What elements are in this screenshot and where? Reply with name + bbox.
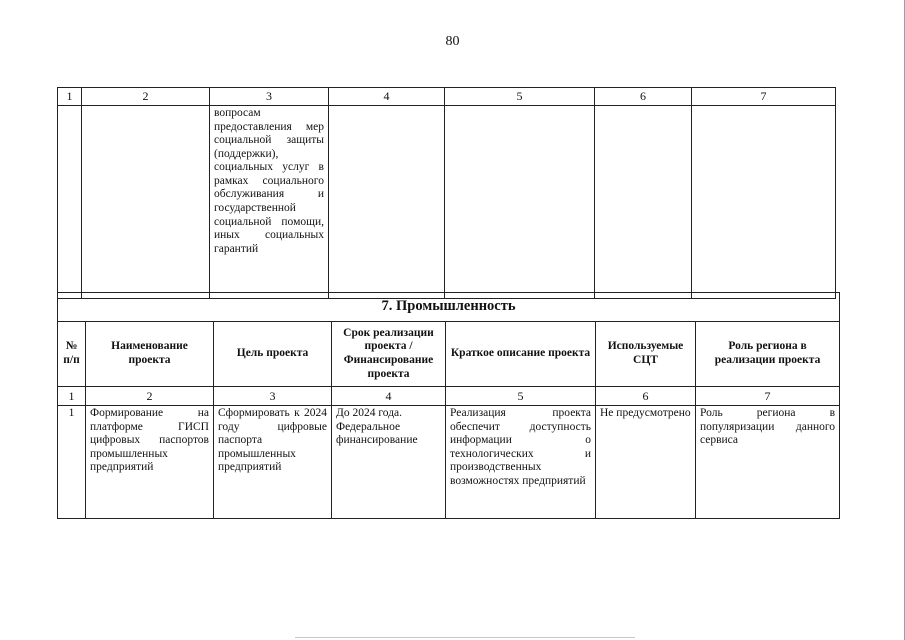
row-number: 1 [58,406,86,519]
column-number: 6 [596,387,696,406]
table-cell [445,106,595,299]
column-number: 1 [58,88,82,106]
column-number: 1 [58,387,86,406]
column-number: 5 [445,88,595,106]
column-number: 2 [86,387,214,406]
column-number: 3 [214,387,332,406]
goal-cell: вопросам предоставления мер социальной защиты (поддержки), социальных услуг в рамках социального обслуживания и государственной социальной помощи, иных социальных гарантий [210,106,329,299]
table-cell [329,106,445,299]
column-number: 7 [692,88,836,106]
page-number: 80 [445,34,460,49]
column-number: 2 [82,88,210,106]
header-goal: Цель проекта [214,322,332,387]
header-sct: Используемые СЦТ [596,322,696,387]
table-cell [58,106,82,299]
section-title: 7. Промышленность [58,293,840,322]
table-cell [595,106,692,299]
table-cell [692,106,836,299]
project-goal-cell: Сформировать к 2024 году цифровые паспорта промышленных предприятий [214,406,332,519]
continuation-table [57,87,836,299]
column-number: 4 [332,387,446,406]
column-number: 7 [696,387,840,406]
column-number: 4 [329,88,445,106]
header-number: № п/п [58,322,86,387]
project-term-cell: До 2024 года. Федеральное финансирование [332,406,446,519]
column-number: 3 [210,88,329,106]
project-name-cell: Формирование на платформе ГИСП цифровых паспортов промышленных предприятий [86,406,214,519]
header-role: Роль региона в реализации проекта [696,322,840,387]
column-number-row [58,387,840,406]
industry-projects-table [57,292,840,519]
header-name: Наименование проекта [86,322,214,387]
header-row [58,322,840,387]
project-description-cell: Реализация проекта обеспечит доступность информации о технологических и производственных возможностях предприятий [446,406,596,519]
section-title-row [58,293,840,322]
project-role-cell: Роль региона в популяризации данного сервиса [696,406,840,519]
table-row [58,406,840,519]
table-row [58,106,836,299]
header-term: Срок реализации проекта / Финансирование проекта [332,322,446,387]
project-sct-cell: Не предусмотрено [596,406,696,519]
page-bottom-edge [295,637,635,638]
column-number: 6 [595,88,692,106]
header-description: Краткое описание проекта [446,322,596,387]
column-number-row [58,88,836,106]
table-cell [82,106,210,299]
column-number: 5 [446,387,596,406]
